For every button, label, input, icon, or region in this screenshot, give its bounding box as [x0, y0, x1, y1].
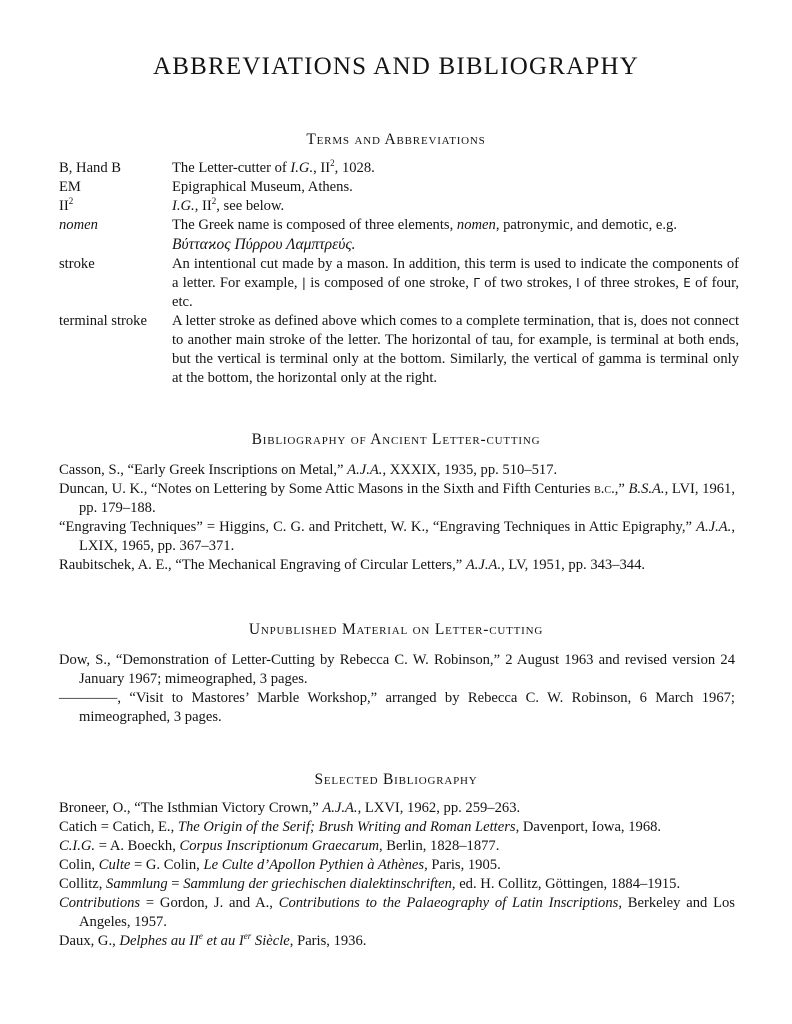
term-label: $II^2$	[59, 196, 74, 214]
bibliography-entry: Duncan, U. K., “Notes on Lettering by Some Attic Masons in the Sixth and Fifth Centuries b.c.,” B.S.A., LVI, 1961, pp. 179–188.	[59, 481, 735, 516]
term-row	[59, 178, 739, 197]
ancient-bibliography-list	[59, 461, 735, 575]
term-row	[59, 216, 739, 255]
term-label: stroke	[59, 256, 95, 272]
term-label: terminal stroke	[59, 313, 147, 329]
term-row	[59, 255, 739, 312]
bibliography-entry: Daux, G., Delphes au IIe et au Ier Siècle, Paris, 1936.	[59, 931, 367, 949]
epsilon-glyph: Ε	[683, 276, 691, 290]
term-row	[59, 312, 739, 388]
term-definition: An intentional cut made by a mason. In addition, this term is used to indicate the components of a letter. For example, | is composed of one stroke, Γ of two strokes, Ι of three strokes, Ε of four, etc.	[172, 256, 739, 310]
term-definition: The Letter-cutter of I.G., $II^2$, 1028.	[172, 158, 375, 176]
page-title: ABBREVIATIONS AND BIBLIOGRAPHY	[152, 53, 640, 80]
bibliography-entry: Catich = Catich, E., The Origin of the Serif; Brush Writing and Roman Letters, Davenport, Iowa, 1968.	[59, 819, 662, 835]
term-row	[59, 197, 739, 216]
bibliography-entry: Raubitschek, A. E., “The Mechanical Engraving of Circular Letters,” A.J.A., LV, 1951, pp. 343–344.	[59, 557, 646, 573]
bibliography-entry: Casson, S., “Early Greek Inscriptions on Metal,” A.J.A., XXXIX, 1935, pp. 510–517.	[59, 462, 558, 478]
term-definition: Epigraphical Museum, Athens.	[172, 179, 353, 195]
term-definition: A letter stroke as defined above which comes to a complete termination, that is, does not connect to another main stroke of the letter. The horizontal of tau, for example, is terminal at both ends, but the vertical is terminal only at the bottom. Similarly, the vertical of gamma is terminal only at the bottom, the horizontal only at the right.	[172, 313, 739, 386]
bibliography-entry: ————, “Visit to Mastores’ Marble Workshop,” arranged by Rebecca C. W. Robinson, 6 March 1967; mimeographed, 3 pages.	[59, 690, 735, 725]
term-label: EM	[59, 179, 81, 195]
ancient-bibliography-heading: Bibliography of Ancient Letter-cutting	[251, 431, 541, 448]
bibliography-entry: “Engraving Techniques” = Higgins, C. G. and Pritchett, W. K., “Engraving Techniques in Attic Epigraphy,” A.J.A., LXIX, 1965, pp. 367–371.	[59, 519, 735, 554]
selected-bibliography-list	[59, 799, 735, 951]
iota-glyph: Ι	[576, 276, 580, 290]
term-label: B, Hand B	[59, 160, 122, 176]
terms-heading: Terms and Abbreviations	[306, 131, 486, 148]
bibliography-entry: C.I.G. = A. Boeckh, Corpus Inscriptionum Graecarum, Berlin, 1828–1877.	[59, 838, 500, 854]
term-definition: The Greek name is composed of three elements, nomen, patronymic, and demotic, e.g. Βύτταϰος Πύρρου Λαμπτρεύς.	[172, 217, 677, 253]
term-definition: I.G., $II^2$, see below.	[172, 196, 285, 214]
bibliography-entry: Broneer, O., “The Isthmian Victory Crown,” A.J.A., LXVI, 1962, pp. 259–263.	[59, 800, 521, 816]
term-row	[59, 159, 739, 178]
selected-bibliography-heading: Selected Bibliography	[314, 771, 478, 788]
bibliography-entry: Contributions = Gordon, J. and A., Contributions to the Palaeography of Latin Inscriptions, Berkeley and Los Angeles, 1957.	[59, 895, 735, 930]
vertical-stroke-glyph: |	[301, 276, 306, 290]
bibliography-entry: Colin, Culte = G. Colin, Le Culte d’Apollon Pythien à Athènes, Paris, 1905.	[59, 857, 501, 873]
unpublished-material-list	[59, 651, 735, 727]
terms-list	[59, 159, 739, 388]
unpublished-material-heading: Unpublished Material on Letter-cutting	[248, 621, 544, 638]
bibliography-entry: Dow, S., “Demonstration of Letter-Cutting by Rebecca C. W. Robinson,” 2 August 1963 and revised version 24 January 1967; mimeographed, 3 pages.	[59, 652, 735, 687]
greek-name-example: Βύτταϰος Πύρρου Λαμπτρεύς.	[172, 236, 356, 253]
gamma-glyph: Γ	[473, 276, 480, 290]
bibliography-entry: Collitz, Sammlung = Sammlung der griechischen dialektinschriften, ed. H. Collitz, Göttingen, 1884–1915.	[59, 876, 681, 892]
term-label: nomen	[59, 217, 98, 233]
